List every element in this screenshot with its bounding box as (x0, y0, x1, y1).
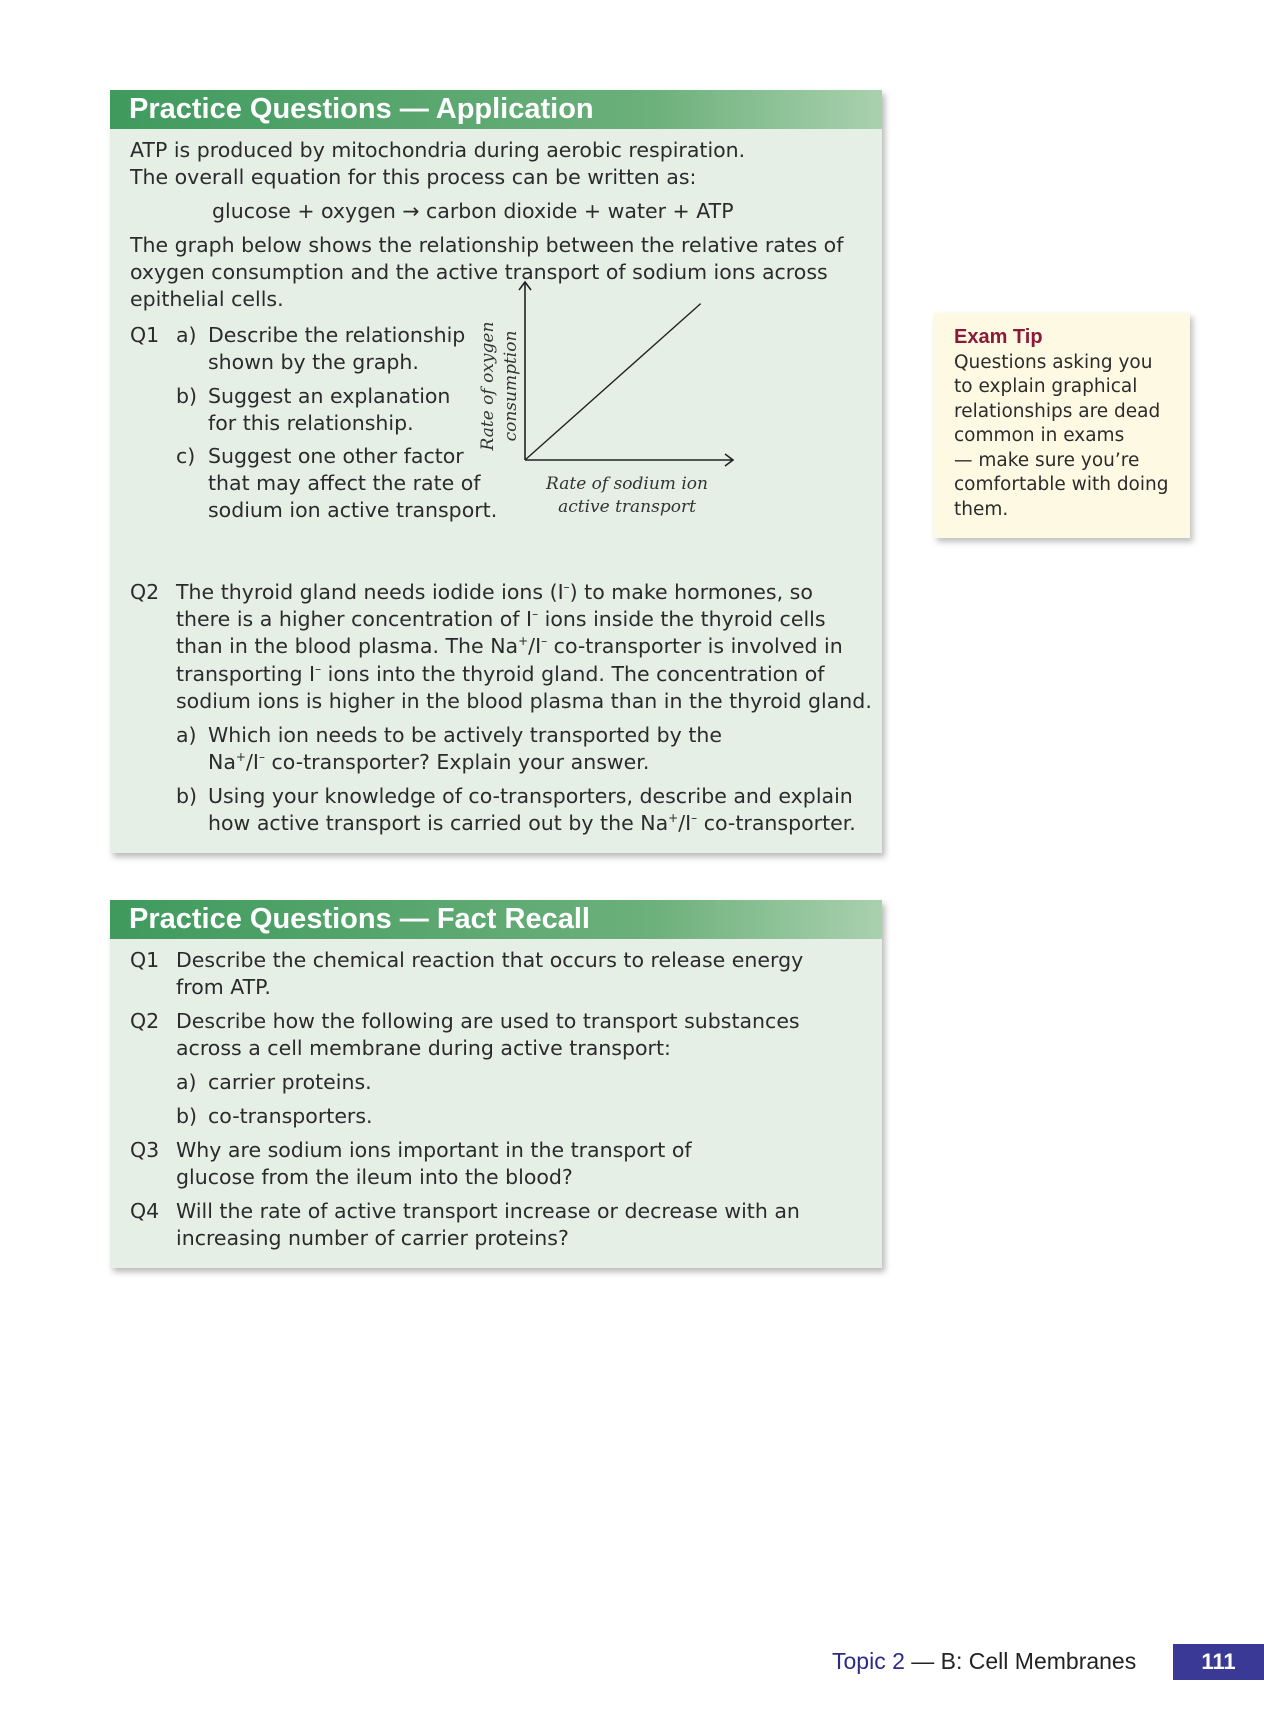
q2a-label: a) (176, 723, 197, 747)
q1a-line-2: shown by the graph. (208, 350, 419, 374)
q1b-label: b) (176, 384, 198, 408)
exam-tip-line-5: — make sure you’re (954, 450, 1140, 471)
fr-q3-line-2: glucose from the ileum into the blood? (176, 1165, 573, 1189)
fr-q1-line-2: from ATP. (176, 975, 271, 999)
q1c-line-2: that may affect the rate of (208, 471, 481, 495)
fr-q2b-label: b) (176, 1104, 198, 1128)
fr-q2-number: Q2 (130, 1009, 160, 1033)
q1b-line-2: for this relationship. (208, 411, 414, 435)
footer-topic (832, 1648, 1136, 1675)
q2-number: Q2 (130, 580, 160, 604)
graph-intro-line-2: oxygen consumption and the active transport of sodium ions across (130, 260, 828, 284)
fr-q4-line-2: increasing number of carrier proteins? (176, 1226, 569, 1250)
q1a-line-1: Describe the relationship (208, 323, 466, 347)
exam-tip-line-3: relationships are dead (954, 401, 1161, 422)
y-axis-label-line-1: Rate of oxygen (478, 321, 498, 451)
q2-stem-line-5: sodium ions is higher in the blood plasma than in the thyroid gland. (176, 689, 872, 713)
series-line-0 (525, 304, 701, 460)
q1c-line-3: sodium ion active transport. (208, 498, 498, 522)
application-box (110, 90, 882, 853)
q1c-label: c) (176, 444, 196, 468)
x-axis-label-line-1: Rate of sodium ion (546, 474, 708, 494)
fr-q4-number: Q4 (130, 1199, 160, 1223)
fr-q2b-text: co-transporters. (208, 1104, 373, 1128)
q2-stem-line-3: than in the blood plasma. The Na+/I– co-transporter is involved in (176, 634, 843, 658)
fr-q1-number: Q1 (130, 948, 160, 972)
q2-stem-line-1: The thyroid gland needs iodide ions (I–) to make hormones, so (176, 580, 813, 604)
q2b-line-2: how active transport is carried out by the Na+/I– co-transporter. (208, 811, 856, 835)
q2a-line-1: Which ion needs to be actively transported by the (208, 723, 722, 747)
q1b-line-1: Suggest an explanation (208, 384, 451, 408)
fr-q3-number: Q3 (130, 1138, 160, 1162)
graph-intro-line-3: epithelial cells. (130, 287, 284, 311)
intro-line-2: The overall equation for this process can be written as: (130, 165, 697, 189)
fact-recall-box (110, 900, 882, 1268)
fact-recall-title: Practice Questions — Fact Recall (110, 900, 882, 939)
fr-q1-line-1: Describe the chemical reaction that occurs to release energy (176, 948, 804, 972)
fr-q2a-label: a) (176, 1070, 197, 1094)
exam-tip-line-2: to explain graphical (954, 376, 1138, 397)
application-title: Practice Questions — Application (110, 90, 882, 129)
fr-q2-line-1: Describe how the following are used to transport substances (176, 1009, 800, 1033)
intro-line-1: ATP is produced by mitochondria during aerobic respiration. (130, 138, 746, 162)
q2b-label: b) (176, 784, 198, 808)
footer-topic-link[interactable]: Topic 2 (832, 1648, 905, 1674)
q1c-line-1: Suggest one other factor (208, 444, 464, 468)
q2b-line-1: Using your knowledge of co-transporters, describe and explain (208, 784, 853, 808)
q1a-label: a) (176, 323, 197, 347)
fr-q2-line-2: across a cell membrane during active transport: (176, 1036, 671, 1060)
footer-section: — B: Cell Membranes (904, 1648, 1137, 1674)
exam-tip-title: Exam Tip (954, 326, 1043, 348)
fr-q2a-text: carrier proteins. (208, 1070, 372, 1094)
exam-tip-line-6: comfortable with doing (954, 474, 1169, 495)
y-axis-label-line-2: consumption (501, 330, 521, 442)
q2a-line-2: Na+/I– co-transporter? Explain your answer. (208, 750, 650, 774)
q1-number: Q1 (130, 323, 160, 347)
exam-tip-line-1: Questions asking you (954, 352, 1153, 373)
equation: glucose + oxygen → carbon dioxide + water + ATP (212, 199, 734, 223)
q2-stem-line-2: there is a higher concentration of I– ions inside the thyroid cells (176, 607, 826, 631)
fr-q3-line-1: Why are sodium ions important in the transport of (176, 1138, 692, 1162)
fr-q4-line-1: Will the rate of active transport increase or decrease with an (176, 1199, 800, 1223)
exam-tip-line-7: them. (954, 499, 1009, 520)
exam-tip-line-4: common in exams (954, 425, 1125, 446)
graph-intro-line-1: The graph below shows the relationship between the relative rates of (130, 233, 844, 257)
oxygen-sodium-graph (478, 292, 790, 552)
q2-stem-line-4: transporting I– ions into the thyroid gland. The concentration of (176, 662, 825, 686)
x-axis-label-line-2: active transport (558, 497, 696, 517)
page-number: 111 (1173, 1644, 1264, 1680)
exam-tip-box (934, 313, 1190, 538)
